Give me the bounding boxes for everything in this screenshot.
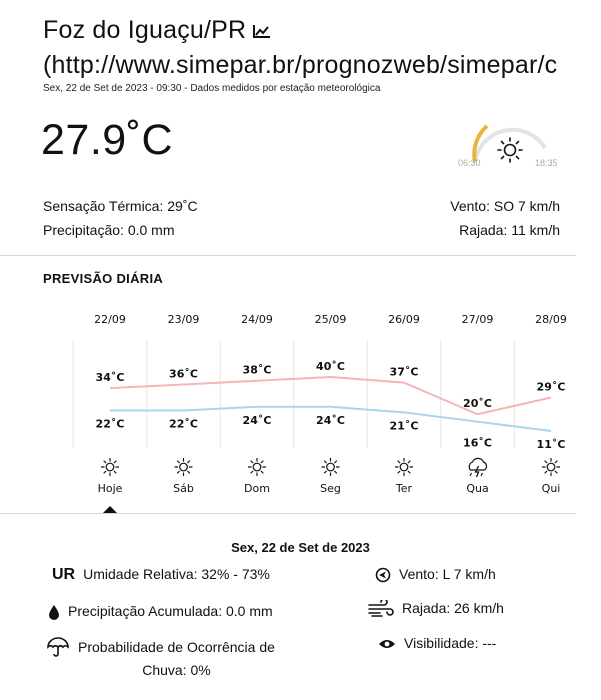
section-title-daily-forecast: PREVISÃO DIÁRIA (43, 271, 164, 286)
current-temperature: 27.9˚C (41, 116, 174, 164)
detail-gust-row (368, 600, 504, 618)
detail-gust-value: Rajada: 26 km/h (402, 600, 504, 616)
precipitation: Precipitação: 0.0 mm (43, 222, 175, 238)
rain-prob-line1: Probabilidade de Ocorrência de (78, 639, 275, 655)
eye-icon (378, 638, 396, 650)
rain-prob-row (46, 636, 275, 682)
forecast-day-column[interactable] (441, 310, 515, 500)
sun-icon (498, 138, 522, 162)
sunset-time: 18:35 (535, 158, 558, 168)
forecast-day-column[interactable] (147, 310, 221, 500)
feels-like: Sensação Térmica: 29˚C (43, 198, 198, 214)
visibility-value: Visibilidade: --- (404, 635, 497, 651)
gust: Rajada: 11 km/h (459, 222, 560, 238)
selected-day-date: Sex, 22 de Set de 2023 (231, 540, 370, 555)
forecast-day-column[interactable] (514, 310, 588, 500)
ur-icon: UR (52, 566, 76, 583)
precip-acc-value: Precipitação Acumulada: 0.0 mm (68, 603, 273, 619)
wind-gust-icon (368, 600, 394, 618)
rain-prob-line2: Chuva: 0% (142, 662, 211, 678)
compass-icon (375, 567, 391, 583)
visibility-row (378, 635, 496, 651)
city-title[interactable] (43, 16, 272, 45)
precip-acc-row (48, 603, 273, 620)
sunrise-time: 06:30 (458, 158, 481, 168)
forecast-day-column[interactable] (73, 310, 147, 500)
daily-forecast-chart[interactable] (0, 300, 601, 520)
forecast-day-column[interactable] (220, 310, 294, 500)
city-name: Foz do Iguaçu/PR (43, 16, 247, 44)
divider (0, 255, 576, 256)
umbrella-icon (46, 636, 70, 658)
selected-day-marker (103, 506, 117, 513)
detail-wind-row (375, 566, 496, 583)
forecast-svg (0, 300, 601, 520)
source-link[interactable]: (http://www.simepar.br/prognozweb/simepar/c (43, 51, 558, 79)
forecast-day-column[interactable] (294, 310, 368, 500)
detail-wind-value: Vento: L 7 km/h (399, 566, 496, 582)
wind: Vento: SO 7 km/h (450, 198, 560, 214)
forecast-day-column[interactable] (367, 310, 441, 500)
water-drop-icon (48, 604, 60, 620)
chart-line-icon[interactable] (252, 23, 272, 39)
humidity-row (52, 566, 270, 584)
observation-subtitle: Sex, 22 de Set de 2023 - 09:30 - Dados medidos por estação meteorológica (43, 83, 381, 94)
humidity-value: Umidade Relativa: 32% - 73% (83, 566, 270, 582)
divider (0, 513, 576, 514)
